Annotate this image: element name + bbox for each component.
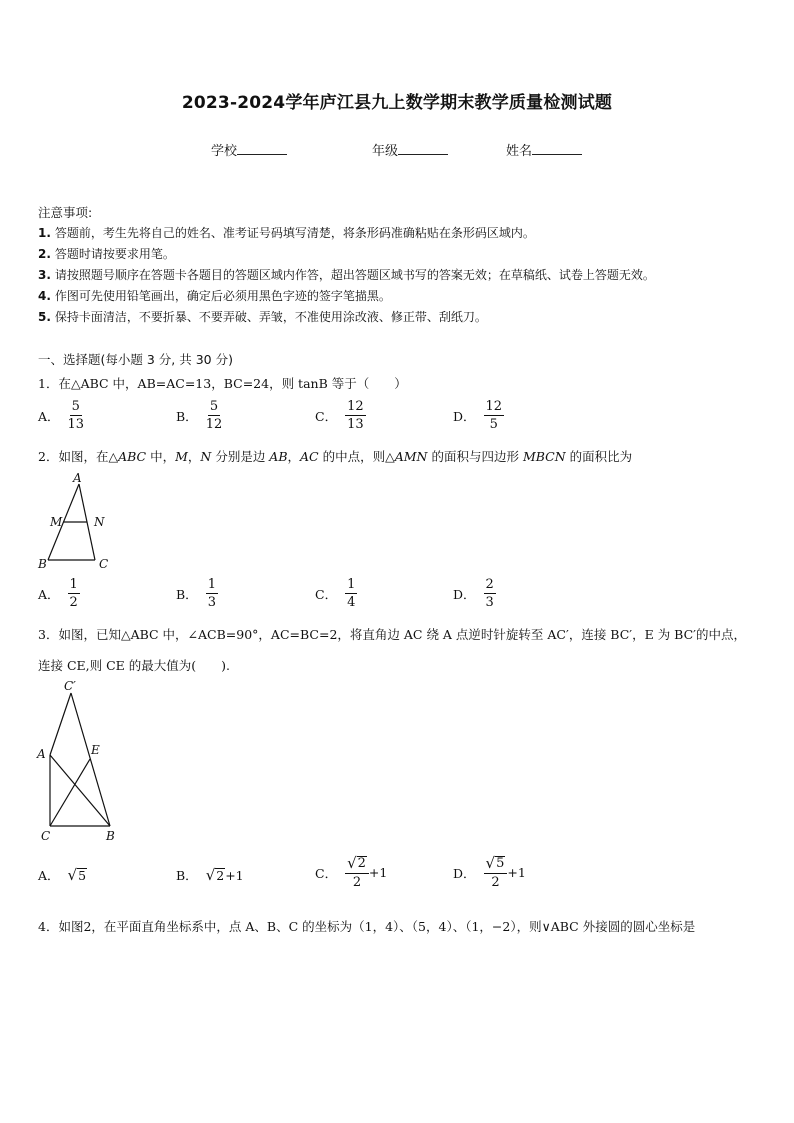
school-label: 学校 xyxy=(211,144,238,159)
fig-label-c: C xyxy=(41,829,51,843)
question-2-text: 2．如图，在△ABC 中，M，N 分别是边 AB，AC 的中点，则△AMN 的面积与四边形 MBCN 的面积比为 xyxy=(38,449,633,464)
notice-item: 4. 作图可先使用铅笔画出，确定后必须用黑色字迹的签字笔描黑。 xyxy=(38,289,391,303)
name-label: 姓名 xyxy=(506,144,533,159)
notice-item: 5. 保持卡面清洁，不要折暴、不要弄破、弄皱，不准使用涂改液、修正带、刮纸刀。 xyxy=(38,310,487,324)
q1-option-d[interactable]: D． $\frac{12}{5}$ xyxy=(453,399,503,432)
q3-option-a[interactable]: A． √ 5 xyxy=(38,865,87,884)
section-heading: 一、选择题(每小题 3 分, 共 30 分) xyxy=(38,352,233,367)
q2-option-a[interactable]: A． $\frac{1}{2}$ xyxy=(38,577,78,610)
q2-option-d[interactable]: D． $\frac{2}{3}$ xyxy=(453,577,494,610)
fig-label-c-prime: C′ xyxy=(64,679,76,693)
fig-label-m: M xyxy=(50,515,63,529)
question-4-text: 4．如图2，在平面直角坐标系中，点 A、B、C 的坐标为（1，4）、（5，4）、（1，−2），则∨ABC 外接圆的圆心坐标是 xyxy=(38,919,696,934)
name-field xyxy=(506,140,582,159)
notice-item: 3. 请按照题号顺序在答题卡各题目的答题区域内作答，超出答题区域书写的答案无效；在草稿纸、试卷上答题无效。 xyxy=(38,268,655,282)
question-3-line-1: 3．如图，已知△ABC 中，∠ACB=90°，AC=BC=2，将直角边 AC 绕 A 点逆时针旋转至 AC′，连接 BC′，E 为 BC′的中点， xyxy=(38,627,747,642)
fig-label-c: C xyxy=(99,557,109,571)
q3-option-d[interactable]: D． √ 5 2 +1 xyxy=(453,854,526,890)
notice-item: 2. 答题时请按要求用笔。 xyxy=(38,247,175,261)
q2-triangle-figure xyxy=(36,472,116,576)
q1-option-a[interactable]: A． $\frac{5}{13}$ xyxy=(38,399,85,432)
name-blank xyxy=(532,142,582,155)
fig-label-b: B xyxy=(106,829,115,843)
notice-heading: 注意事项: xyxy=(38,205,93,220)
q1-option-b[interactable]: B． $\frac{5}{12}$ xyxy=(176,399,223,432)
fig-label-b: B xyxy=(38,557,47,571)
q2-option-c[interactable]: C． $\frac{1}{4}$ xyxy=(315,577,356,610)
fig-label-n: N xyxy=(94,515,105,529)
school-blank xyxy=(237,142,287,155)
fig-label-a: A xyxy=(37,747,46,761)
fig-label-e: E xyxy=(91,743,100,757)
school-field xyxy=(211,140,287,159)
question-3-line-2: 连接 CE,则 CE 的最大值为( ). xyxy=(38,658,230,673)
question-1-text: 1．在△ABC 中，AB=AC=13，BC=24，则 tanB 等于（ ） xyxy=(38,376,407,391)
q2-option-b[interactable]: B． $\frac{1}{3}$ xyxy=(176,577,216,610)
q3-option-b[interactable]: B． √ 2 +1 xyxy=(176,865,244,884)
q3-rotation-figure xyxy=(34,677,124,845)
exam-title: 2023-2024学年庐江县九上数学期末教学质量检测试题 xyxy=(181,93,613,113)
grade-field xyxy=(372,140,448,159)
q3-option-c[interactable]: C． √ 2 2 +1 xyxy=(315,854,388,890)
q1-option-c[interactable]: C． $\frac{12}{13}$ xyxy=(315,399,364,432)
notice-item: 1. 答题前，考生先将自己的姓名、准考证号码填写清楚，将条形码准确粘贴在条形码区域内。 xyxy=(38,226,535,240)
fig-label-a: A xyxy=(73,472,82,485)
grade-blank xyxy=(398,142,448,155)
grade-label: 年级 xyxy=(372,144,399,159)
